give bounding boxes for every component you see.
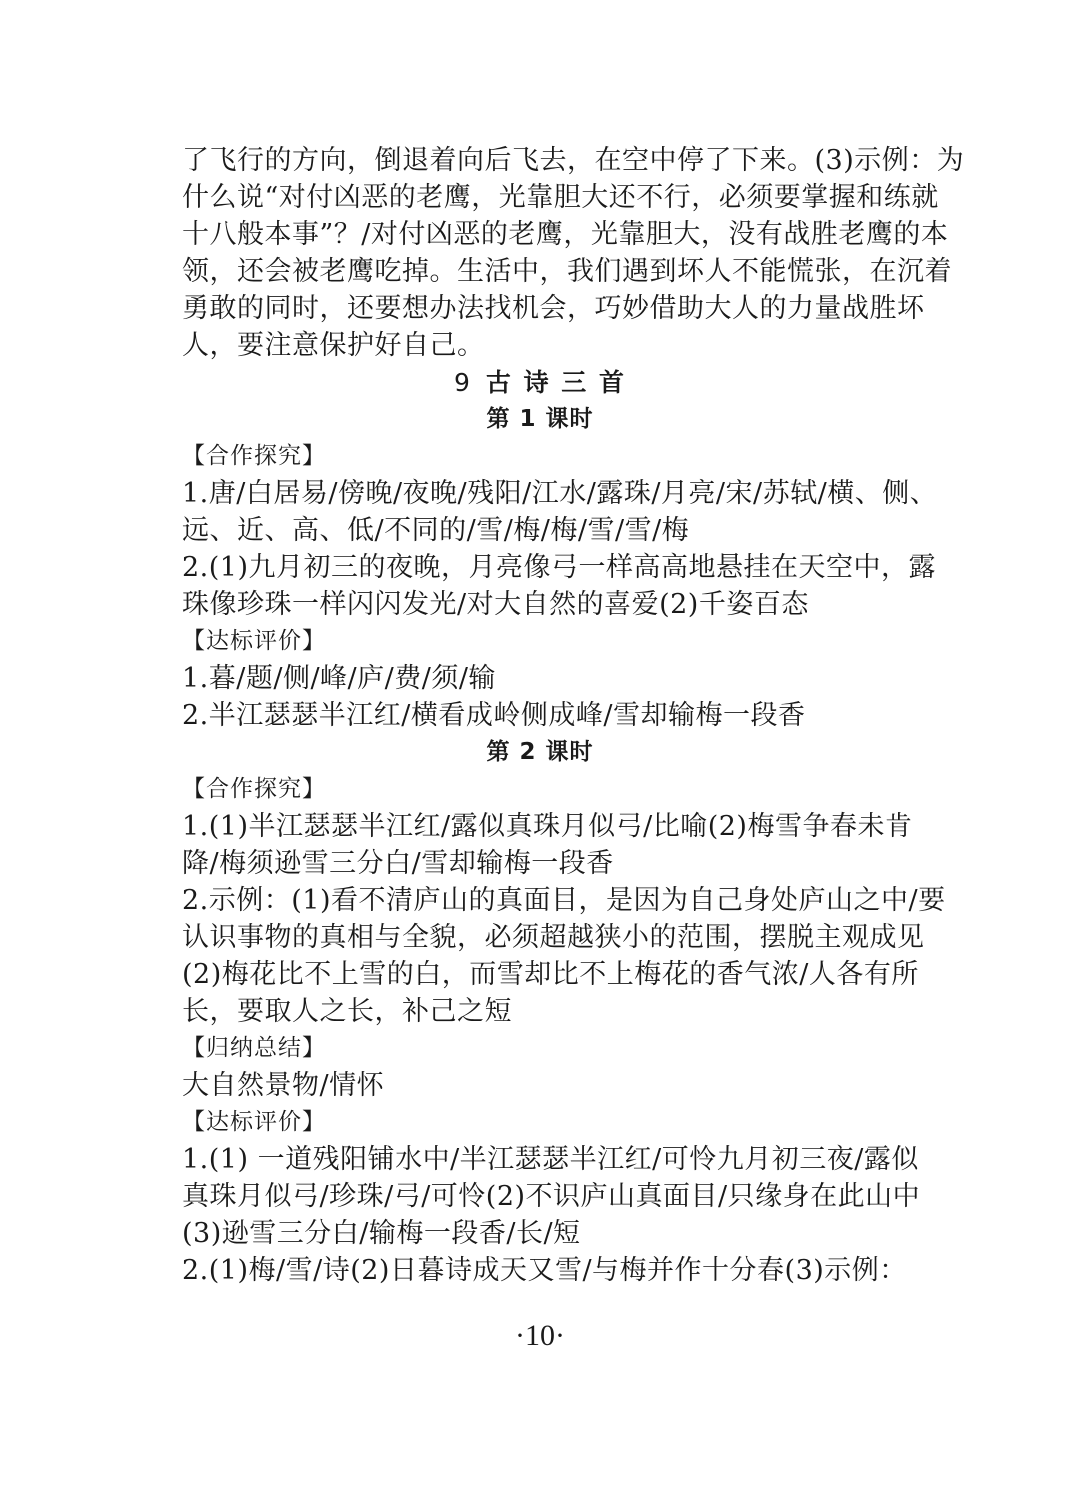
chapter-name: 古 诗 三 首 — [485, 368, 627, 397]
text-line: 了飞行的方向，倒退着向后飞去，在空中停了下来。(3)示例：为 — [182, 145, 965, 176]
section-heading-cooperative-inquiry: 【合作探究】 — [182, 776, 326, 802]
text-line: 勇敢的同时，还要想办法找机会，巧妙借助大人的力量战胜坏 — [182, 293, 925, 324]
text-line: 人，要注意保护好自己。 — [182, 330, 485, 361]
text-line: (2)梅花比不上雪的白，而雪却比不上梅花的香气浓/人各有所 — [182, 959, 919, 990]
text-line: 2.半江瑟瑟半江红/横看成岭侧成峰/雪却输梅一段香 — [182, 700, 806, 731]
lesson-1-title: 第 1 课时 — [486, 406, 594, 432]
text-line: (3)逊雪三分白/输梅一段香/长/短 — [182, 1218, 581, 1249]
section-heading-evaluation: 【达标评价】 — [182, 628, 326, 654]
text-line: 远、近、高、低/不同的/雪/梅/梅/雪/雪/梅 — [182, 515, 690, 546]
text-line: 1.唐/白居易/傍晚/夜晚/残阳/江水/露珠/月亮/宋/苏轼/横、侧、 — [182, 478, 938, 509]
answer-page — [182, 142, 965, 1289]
text-line: 真珠月似弓/珍珠/弓/可怜(2)不识庐山真面目/只缘身在此山中 — [182, 1181, 921, 1212]
text-line: 什么说“对付凶恶的老鹰，光靠胆大还不行，必须要掌握和练就 — [182, 182, 939, 213]
text-line: 1.(1)半江瑟瑟半江红/露似真珠月似弓/比喻(2)梅雪争春未肯 — [182, 811, 913, 842]
text-line: 十八般本事”？/对付凶恶的老鹰，光靠胆大，没有战胜老鹰的本 — [182, 219, 949, 250]
chapter-number: 9 — [453, 368, 472, 397]
text-line: 大自然景物/情怀 — [182, 1070, 385, 1101]
text-line: 领，还会被老鹰吃掉。生活中，我们遇到坏人不能慌张，在沉着 — [182, 256, 952, 287]
text-line: 认识事物的真相与全貌，必须超越狭小的范围，摆脱主观成见 — [182, 922, 925, 953]
text-line: 长，要取人之长，补己之短 — [182, 996, 512, 1027]
section-heading-evaluation: 【达标评价】 — [182, 1109, 326, 1135]
chapter-title — [182, 364, 898, 401]
text-line: 1.暮/题/侧/峰/庐/费/须/输 — [182, 663, 496, 694]
lesson-2-title: 第 2 课时 — [486, 739, 594, 765]
text-line: 2.示例：(1)看不清庐山的真面目，是因为自己身处庐山之中/要 — [182, 885, 946, 916]
text-line: 降/梅须逊雪三分白/雪却输梅一段香 — [182, 848, 614, 879]
section-heading-cooperative-inquiry: 【合作探究】 — [182, 443, 326, 469]
page-number: ·10· — [515, 1319, 565, 1352]
text-line: 2.(1)梅/雪/诗(2)日暮诗成天又雪/与梅并作十分春(3)示例： — [182, 1255, 907, 1286]
text-line: 珠像珍珠一样闪闪发光/对大自然的喜爱(2)千姿百态 — [182, 589, 809, 620]
text-line: 2.(1)九月初三的夜晚，月亮像弓一样高高地悬挂在天空中，露 — [182, 552, 937, 583]
text-line: 1.(1) 一道残阳铺水中/半江瑟瑟半江红/可怜九月初三夜/露似 — [182, 1144, 919, 1175]
section-heading-summary: 【归纳总结】 — [182, 1035, 326, 1061]
